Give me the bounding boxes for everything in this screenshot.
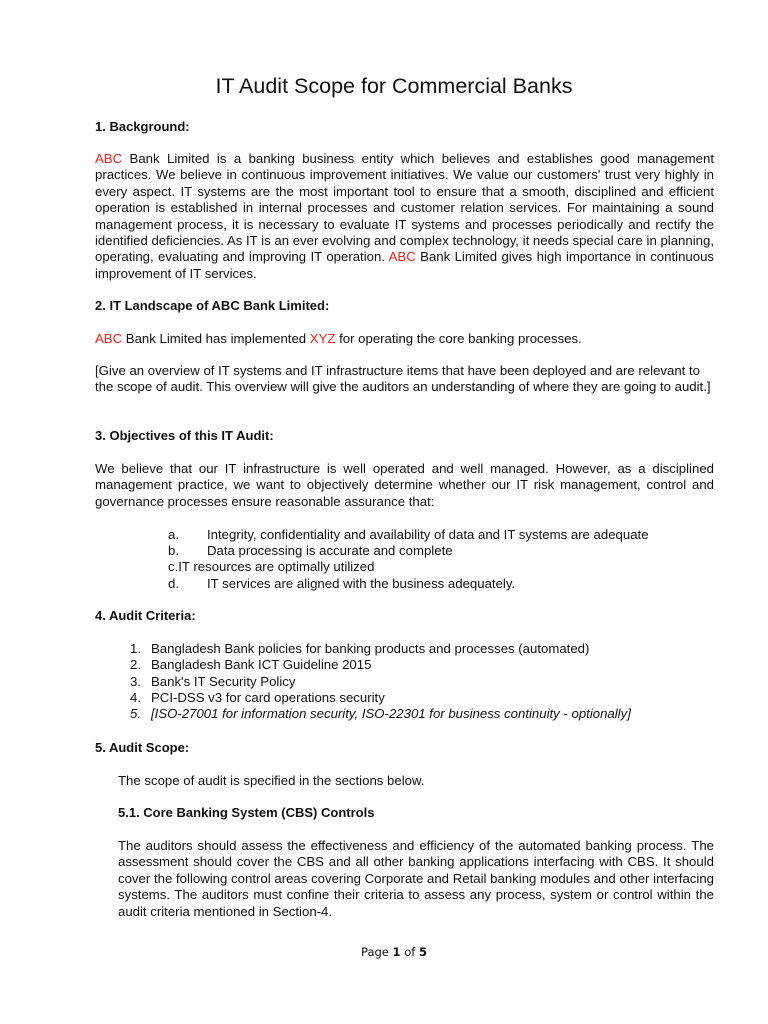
subsection-heading-cbs: 5.1. Core Banking System (CBS) Controls: [118, 805, 375, 820]
section-heading-criteria: 4. Audit Criteria:: [95, 608, 196, 623]
landscape-paragraph: ABC Bank Limited has implemented XYZ for operating the core banking processes.: [95, 331, 582, 346]
document-page: IT Audit Scope for Commercial Banks 1. Background: ABC Bank Limited is a banking business entity which believes and establishes good management practices. We believe in continuous improvement initiatives. We value our customers' trust very highly in every aspect. IT systems are the most important tool to ensure that a smooth, disciplined and efficient operation is established in internal processes and customer relation services. For maintaining a sound management process, it is necessary to evaluate IT systems and processes periodically and rectify the identified deficiencies. As IT is an ever evolving and complex technology, it needs special care in planning, operating, evaluating and improving IT operation. ABC Bank Limited gives high importance in continuous improvement of IT services. 2. IT Landscape of ABC Bank Limited: ABC Bank Limited has implemented XYZ for operating the core banking processes. [Give an overview of IT systems and IT infrastructure items that have been deployed and are relevant to the scope of audit. This overview will give the auditors an understanding of where they are going to audit.] 3. Objectives of this IT Audit: We believe that our IT infrastructure is well operated and well managed. However, as a disciplined management practice, we want to objectively determine whether our IT risk management, control and governance processes ensure reasonable assurance that: a. Integrity, confidentiality and availability of data and IT systems are adequate b. Data processing is accurate and complete c.IT resources are optimally utilized d. IT services are aligned with the business adequately. 4. Audit Criteria: 1. Bangladesh Bank policies for banking products and processes (automated) 2. Bangladesh Bank ICT Guideline 2015 3. Bank's IT Security Policy 4. PCI-DSS v3 for card operations security 5. [ISO-27001 for information security, ISO-22301 for business continuity - optionally] 5. Audit Scope: The scope of audit is specified in the sections below. 5.1. Core Banking System (CBS) Controls The auditors should assess the effectiveness and efficiency of the automated banking process. The assessment should cover the CBS and all other banking applications interfacing with CBS. It should cover the following control areas covering Corporate and Retail banking modules and other interfacing systems. The auditors must confine their criteria to assess any process, system or control within the audit criteria mentioned in Section-4. Page 1 of 5: [0, 0, 768, 1024]
background-paragraph: ABC Bank Limited is a banking business entity which believes and establishes good management practices. We believe in continuous improvement initiatives. We value our customers' trust very highly in every aspect. IT systems are the most important tool to ensure that a smooth, disciplined and efficient operation is established in internal processes and customer relation services. For maintaining a sound management process, it is necessary to evaluate IT systems and processes periodically and rectify the identified deficiencies. As IT is an ever evolving and complex technology, it needs special care in planning, operating, evaluating and improving IT operation. ABC Bank Limited gives high importance in continuous improvement of IT services.: [95, 151, 714, 281]
section-heading-landscape: 2. IT Landscape of ABC Bank Limited:: [95, 298, 330, 313]
cbs-paragraph: The auditors should assess the effectiveness and efficiency of the automated banking process. The assessment should cover the CBS and all other banking applications interfacing with CBS. It should cover the following control areas covering Corporate and Retail banking modules and other interfacing systems. The auditors must confine their criteria to assess any process, system or control within the audit criteria mentioned in Section-4.: [118, 838, 714, 919]
document-title: IT Audit Scope for Commercial Banks: [215, 74, 573, 98]
landscape-overview-paragraph: [Give an overview of IT systems and IT infrastructure items that have been deployed and are relevant to the scope of audit. This overview will give the auditors an understanding of where they are going to audit.]: [95, 363, 711, 395]
objectives-paragraph: We believe that our IT infrastructure is well operated and well managed. However, as a disciplined management practice, we want to objectively determine whether our IT risk management, control and governance processes ensure reasonable assurance that:: [95, 461, 714, 509]
section-heading-scope: 5. Audit Scope:: [95, 740, 190, 755]
company-placeholder: ABC: [95, 151, 123, 166]
page-number: Page 1 of 5: [361, 945, 427, 959]
company-placeholder: ABC: [95, 331, 123, 346]
section-heading-background: 1. Background:: [95, 119, 190, 134]
section-heading-objectives: 3. Objectives of this IT Audit:: [95, 428, 274, 443]
company-placeholder: ABC: [388, 249, 416, 265]
scope-intro-paragraph: The scope of audit is specified in the sections below.: [118, 773, 425, 788]
system-placeholder: XYZ: [309, 331, 336, 346]
